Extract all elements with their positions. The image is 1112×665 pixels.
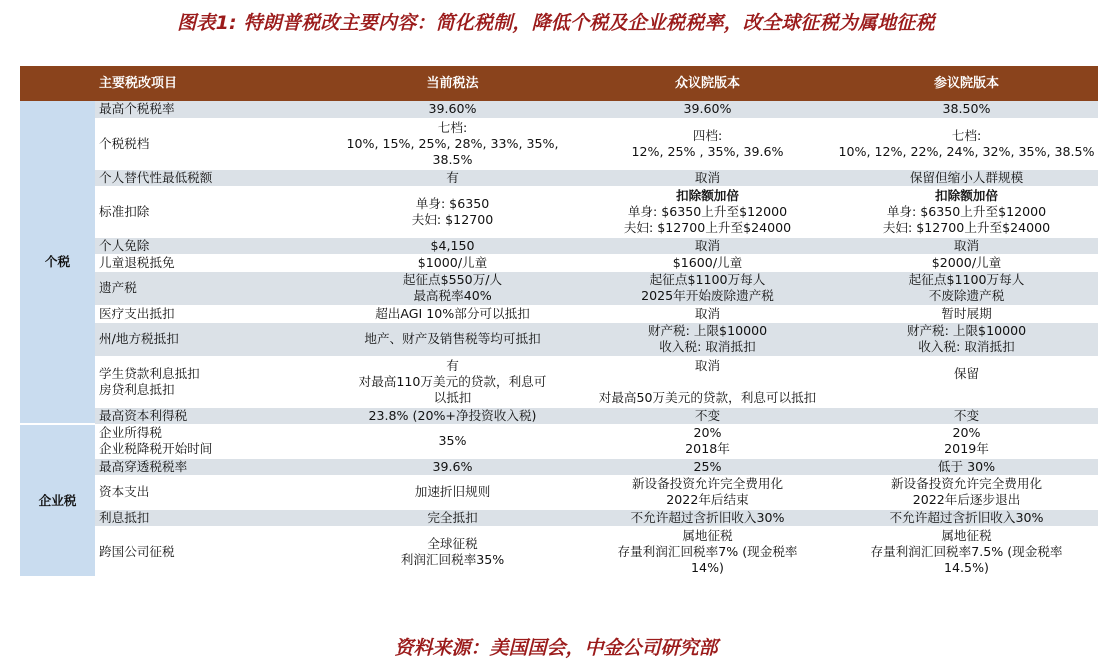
table-row xyxy=(20,407,1098,424)
row-item xyxy=(95,322,325,356)
row-house xyxy=(580,509,835,526)
row-house-text: 不允许超过含折旧收入30% xyxy=(630,509,785,525)
row-senate-text: 不变 xyxy=(953,407,980,423)
row-current xyxy=(325,475,580,509)
row-item-text: 最高资本利得税 xyxy=(99,407,188,423)
row-senate-text: 20% 2019年 xyxy=(944,425,989,456)
row-house-text: $1600/儿童 xyxy=(672,254,743,270)
row-current-text: 地产、财产及销售税等均可抵扣 xyxy=(364,331,541,346)
row-senate xyxy=(835,169,1098,186)
source-note: 资料来源：美国国会，中金公司研究部 xyxy=(394,637,718,659)
table-row xyxy=(20,526,1098,577)
row-house xyxy=(580,424,835,458)
row-house-text: 20% 2018年 xyxy=(685,425,730,456)
row-current-text: 23.8% (20%+净投资收入税) xyxy=(368,407,537,423)
table-row xyxy=(20,169,1098,186)
row-senate xyxy=(835,356,1098,407)
row-item xyxy=(95,305,325,322)
row-current-text: 有 对最高110万美元的贷款，利息可 以抵扣 xyxy=(358,357,547,405)
row-house xyxy=(580,169,835,186)
row-house-text: 财产税: 上限$10000 收入税: 取消抵扣 xyxy=(647,323,768,354)
row-senate xyxy=(835,305,1098,322)
row-house-text: 取消 xyxy=(694,237,721,253)
table-row xyxy=(20,271,1098,305)
row-current-text: 加速折旧规则 xyxy=(414,484,491,499)
row-current-text: 39.60% xyxy=(428,101,477,117)
row-house-text: 取消 对最高50万美元的贷款，利息可以抵扣 xyxy=(598,357,817,405)
row-senate xyxy=(835,526,1098,577)
row-senate-text: 单身: $6350上升至$12000 夫妇: $12700上升至$24000 xyxy=(882,203,1051,235)
row-item xyxy=(95,424,325,458)
table-row xyxy=(20,475,1098,509)
table-row xyxy=(20,101,1098,118)
row-senate-text: 起征点$1100万每人 不废除遗产税 xyxy=(908,272,1025,303)
row-senate-text: 暂时展期 xyxy=(941,305,992,321)
row-current xyxy=(325,271,580,305)
table-row xyxy=(20,186,1098,237)
row-item-text: 个人替代性最低税额 xyxy=(99,169,213,185)
row-house xyxy=(580,407,835,424)
header-blank xyxy=(20,66,95,101)
row-item-text: 跨国公司征税 xyxy=(99,543,175,559)
row-house xyxy=(580,118,835,169)
row-current xyxy=(325,458,580,475)
row-item-text: 标准扣除 xyxy=(99,203,150,219)
row-senate-text: 七档: 10%, 12%, 22%, 24%, 32%, 35%, 38.5% xyxy=(838,127,1095,159)
row-senate-heading: 扣除额加倍 xyxy=(935,187,998,203)
category-personal: 个税 xyxy=(20,101,95,424)
row-senate-text: 38.50% xyxy=(942,101,991,117)
row-current xyxy=(325,526,580,577)
row-senate-text: 低于 30% xyxy=(937,458,996,474)
row-item xyxy=(95,254,325,271)
row-house xyxy=(580,101,835,118)
row-current xyxy=(325,509,580,526)
row-senate xyxy=(835,509,1098,526)
header-item: 主要税改项目 xyxy=(95,66,325,101)
row-item xyxy=(95,186,325,237)
row-senate-text: 保留但缩小人群规模 xyxy=(909,169,1024,185)
header-row xyxy=(20,66,1098,101)
row-senate-text: 不允许超过含折旧收入30% xyxy=(889,509,1044,525)
row-current-text: 单身: $6350 夫妇: $12700 xyxy=(411,195,494,227)
row-current xyxy=(325,186,580,237)
header-house: 众议院版本 xyxy=(580,66,835,101)
row-house-heading: 扣除额加倍 xyxy=(676,187,739,203)
header-senate: 参议院版本 xyxy=(835,66,1098,101)
row-current xyxy=(325,424,580,458)
header-current: 当前税法 xyxy=(325,66,580,101)
row-senate-text: 取消 xyxy=(953,237,980,253)
row-senate xyxy=(835,322,1098,356)
row-senate xyxy=(835,254,1098,271)
row-house-text: 不变 xyxy=(694,407,721,423)
row-house xyxy=(580,305,835,322)
row-current-text: 完全抵扣 xyxy=(427,509,478,525)
row-house xyxy=(580,526,835,577)
row-senate-text: 财产税: 上限$10000 收入税: 取消抵扣 xyxy=(906,323,1027,354)
table-row xyxy=(20,254,1098,271)
row-current-text: $1000/儿童 xyxy=(417,254,488,270)
row-current-text: 七档: 10%, 15%, 25%, 28%, 33%, 35%, 38.5% xyxy=(346,119,559,167)
row-house xyxy=(580,186,835,237)
row-item-text: 个人免除 xyxy=(99,237,150,253)
row-item-text: 个税税档 xyxy=(99,135,150,151)
row-house-text: 属地征税 存量利润汇回税率7% (现金税率 14%) xyxy=(617,527,798,575)
table-row xyxy=(20,458,1098,475)
table-row xyxy=(20,305,1098,322)
table-row xyxy=(20,322,1098,356)
row-senate-text: 属地征税 存量利润汇回税率7.5% (现金税率 14.5%) xyxy=(870,527,1063,575)
row-item-text: 企业所得税 企业税降税开始时间 xyxy=(99,425,213,456)
row-current-text: 全球征税 利润汇回税率35% xyxy=(400,535,505,567)
row-house-text: 39.60% xyxy=(683,101,732,117)
row-item-text: 资本支出 xyxy=(99,484,150,499)
row-current xyxy=(325,356,580,407)
row-current xyxy=(325,305,580,322)
row-item xyxy=(95,118,325,169)
row-current xyxy=(325,118,580,169)
row-item-text: 最高个税税率 xyxy=(99,101,175,117)
row-senate xyxy=(835,458,1098,475)
row-house-text: 起征点$1100万每人 2025年开始废除遗产税 xyxy=(641,272,774,303)
figure-title: 图表1: 特朗普税改主要内容：简化税制，降低个税及企业税税率，改全球征税为属地征税 xyxy=(177,12,935,34)
row-item xyxy=(95,356,325,407)
row-item xyxy=(95,169,325,186)
row-house-text: 取消 xyxy=(694,169,721,185)
row-item xyxy=(95,526,325,577)
row-item xyxy=(95,271,325,305)
row-item-text: 最高穿透税税率 xyxy=(99,458,188,474)
row-senate-text: $2000/儿童 xyxy=(931,254,1002,270)
row-current-text: 起征点$550万/人 最高税率40% xyxy=(402,272,503,303)
row-senate xyxy=(835,237,1098,254)
row-item xyxy=(95,458,325,475)
row-house xyxy=(580,237,835,254)
row-house xyxy=(580,475,835,509)
row-item xyxy=(95,101,325,118)
row-house-text: 四档: 12%, 25% , 35%, 39.6% xyxy=(631,127,784,159)
table-row xyxy=(20,424,1098,458)
row-senate xyxy=(835,271,1098,305)
row-house-text: 25% xyxy=(693,458,722,474)
table-row xyxy=(20,118,1098,169)
row-house xyxy=(580,356,835,407)
table-row xyxy=(20,509,1098,526)
row-senate-text: 新设备投资允许完全费用化 2022年后逐步退出 xyxy=(890,476,1043,507)
row-item xyxy=(95,407,325,424)
row-house xyxy=(580,254,835,271)
category-corporate: 企业税 xyxy=(20,424,95,577)
row-item-text: 儿童退税抵免 xyxy=(99,254,175,270)
row-item xyxy=(95,509,325,526)
row-house-text: 单身: $6350上升至$12000 夫妇: $12700上升至$24000 xyxy=(623,203,792,235)
row-senate xyxy=(835,186,1098,237)
row-current-text: 39.6% xyxy=(432,458,473,474)
row-item-text: 利息抵扣 xyxy=(99,509,150,525)
row-senate xyxy=(835,407,1098,424)
row-house-text: 取消 xyxy=(694,305,721,321)
row-senate xyxy=(835,118,1098,169)
row-current-text: $4,150 xyxy=(430,237,475,253)
row-house xyxy=(580,322,835,356)
row-senate-text: 保留 xyxy=(953,365,980,381)
row-item-text: 州/地方税抵扣 xyxy=(99,331,179,346)
table-row xyxy=(20,356,1098,407)
row-current xyxy=(325,407,580,424)
row-current-text: 超出AGI 10%部分可以抵扣 xyxy=(375,305,530,321)
row-item xyxy=(95,475,325,509)
row-current xyxy=(325,101,580,118)
row-item-text: 学生贷款利息抵扣 房贷利息抵扣 xyxy=(99,365,200,397)
row-senate xyxy=(835,475,1098,509)
row-current xyxy=(325,169,580,186)
row-item-text: 医疗支出抵扣 xyxy=(99,305,175,321)
row-senate xyxy=(835,101,1098,118)
row-current xyxy=(325,237,580,254)
row-current-text: 有 xyxy=(446,169,459,185)
row-house xyxy=(580,458,835,475)
row-current xyxy=(325,254,580,271)
table-row xyxy=(20,237,1098,254)
row-current-text: 35% xyxy=(438,433,467,448)
row-item-text: 遗产税 xyxy=(99,280,137,295)
row-house-text: 新设备投资允许完全费用化 2022年后结束 xyxy=(631,476,784,507)
row-item xyxy=(95,237,325,254)
row-senate xyxy=(835,424,1098,458)
tax-reform-table xyxy=(20,66,1098,578)
row-current xyxy=(325,322,580,356)
row-house xyxy=(580,271,835,305)
